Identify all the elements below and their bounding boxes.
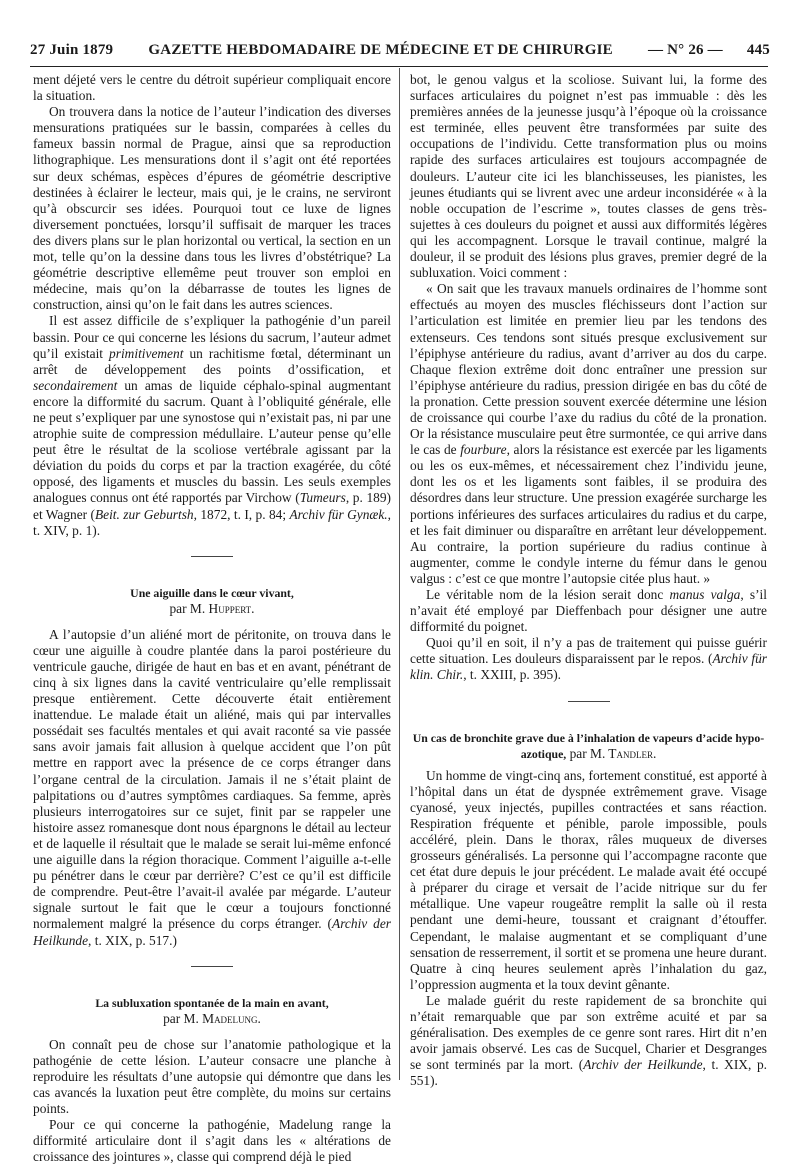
- header-date: 27 Juin 1879: [30, 41, 114, 58]
- header-rule: [30, 66, 768, 67]
- right-column: [410, 72, 767, 1089]
- article-byline: par M. Huppert.: [169, 600, 255, 616]
- paragraph: A l’autopsie d’un aliéné mort de péritonite, on trouva dans le cœur une aiguille à coudre plantée dans la paroi postérieure du ventricule gauche, dirigée de haut en bas et en avant, pénétrant de cinq à six lignes dans la cavité ventriculaire qu’elle remplissait presque entièrement. Cette découverte était entièrement inattendue. Le malade était un aliéné, mais qui par intervalles possédait ses facultés mentales et qui avait raconté sa vie passée sans avoir jamais fait allusion à quelque accident que l’on pût mettre en rapport avec la présence de ce corps étranger dans l’organe central de la circulation. Jamais il ne s’était plaint de palpitations ou d’autres symptômes cardiaques. Sa femme, après plusieurs interrogatoires sur ce sujet, finit par se rappeler une histoire assez romanesque dont nous épargnons le détail au lecteur et de laquelle il résultait que le malade se serait lui-même enfoncé une aiguille dans la région thoracique. Comment l’aiguille a-t-elle pu pénétrer dans le cœur par derrière? C’est ce qu’il est difficile de comprendre. Peut-être l’avait-il avalée par mégarde. L’auteur signale surtout le fait que le cœur a toujours fonctionné normalement malgré la présence du corps étranger. (Archiv der Heilkunde, t. XIX, p. 517.): [33, 626, 391, 948]
- paragraph: « On sait que les travaux manuels ordinaires de l’homme sont effectués au moyen des muscles fléchisseurs dont l’action sur l’articulation est limitée en premier lieu par les tendons des extenseurs. Ces tendons sont situés presque exclusivement sur l’épiphyse antérieure du radius, avant d’arriver au dos du carpe. Chaque flexion extrême doit donc entraîner une pression sur l’épiphyse antérieure du radius, pression dirigée en bas du côté de la pronation. Cette pression souvent exercée détermine une lésion de croissance qui courbe l’axe du radius du côté de la pronation. Or la résistance musculaire peut être surmontée, ce qui arrive dans le cas de fourbure, alors la résistance est exercée par les ligaments ou les os eux-mêmes, et nécessairement chez l’individu jeune, dont les os et les ligaments sont faibles, il se produira des désordres dans leur structure. Une pression exagérée surcharge les portions inférieures des surfaces articulaires du radius et du carpe, et les fait diminuer ou disparaître en arrêtant leur développement. Au contraire, la portion supérieure du radius continue à augmenter, comme le condyle interne du fémur dans le genou valgus : c’est ce que montre l’autopsie citée plus haut. »: [410, 281, 767, 586]
- article-title: La subluxation spontanée de la main en avant,: [95, 995, 329, 1010]
- paragraph: On connaît peu de chose sur l’anatomie pathologique et la pathogénie de cette lésion. L’auteur consacre une planche à reproduire les résultats d’une autopsie qui démontre que dans les cas avancés la luxation peut être complète, du moins sur certains points.: [33, 1036, 391, 1116]
- running-header: [30, 39, 770, 61]
- header-page-number: 445: [746, 41, 770, 58]
- section-separator: [568, 701, 610, 702]
- header-issue-number: — N° 26 —: [647, 41, 723, 58]
- paragraph: Le véritable nom de la lésion serait donc manus valga, s’il n’avait été employé par Dieffenbach pour désigner une autre difformité du poignet.: [410, 587, 767, 635]
- column-divider: [399, 68, 400, 1080]
- article-title: Une aiguille dans le cœur vivant,: [130, 585, 294, 600]
- paragraph: ment déjeté vers le centre du détroit supérieur compliquait encore la situation.: [33, 72, 391, 104]
- paragraph: Un homme de vingt-cinq ans, fortement constitué, est apporté à l’hôpital dans un état de dyspnée extrêmement grave. Visage cyanosé, yeux injectés, pupilles contractées et sans réaction. Respiration fréquente et pénible, parole impossible, pouls accéléré, plein. Dans le thorax, râles muqueux de diverses grosseurs généralisés. La personne qui l’accompagne raconte que cet état dure depuis le jour précédent. Le malade avait été occupé à préparer du cirage et versait de l’acide nitrique sur du fer métallique. Une vapeur rougeâtre remplit la salle où il resta pendant une demi-heure, toussant et craignant d’étouffer. Cependant, le malaise augmentant et se compliquant d’une sensation de resserrement, il sortit et se promena une heure durant. Quatre à cinq heures seulement après l’inhalation du gaz, l’oppression augmenta et la toux devint gênante.: [410, 767, 767, 992]
- paragraph: Il est assez difficile de s’expliquer la pathogénie d’un pareil bassin. Pour ce qui concerne les lésions du sacrum, l’auteur admet qu’il existait primitivement un rachitisme fœtal, déterminant un arrêt de développement des points d’ossification, et secondairement un amas de liquide céphalo-spinal augmentant encore la difformité du sacrum. Quant à l’obliquité générale, elle ne peut s’expliquer par une synostose qui n’existait pas, ni par une atrophie suite de compression médullaire. L’auteur pense qu’elle peut être le résultat de la scoliose vertébrale agissant par la déviation du poids du corps et par la traction exagérée, du côté opposé, des ligaments et muscles du bassin. Les seuls exemples analogues connus ont été rapportés par Virchow (Tumeurs, p. 189) et Wagner (Beit. zur Geburtsh, 1872, t. I, p. 84; Archiv für Gynæk., t. XIV, p. 1).: [33, 313, 391, 538]
- left-column: [33, 72, 391, 1165]
- paragraph: Pour ce qui concerne la pathogénie, Madelung range la difformité articulaire dont il s’agit dans les « altérations de croissance des jointures », classe qui comprend déjà le pied: [33, 1117, 391, 1165]
- section-separator: [191, 556, 233, 557]
- section-separator: [191, 966, 233, 967]
- paragraph: Le malade guérit du reste rapidement de sa bronchite qui n’était remarquable que par son extrême acuité et par sa généralisation. Des exemples de ce genre sont rares. Hirt dit n’en avoir jamais observé. Les cas de Sucquel, Charier et Desgranges se sont terminés par la mort. (Archiv der Heilkunde, t. XIX, p. 551).: [410, 992, 767, 1089]
- header-journal-title: GAZETTE HEBDOMADAIRE DE MÉDECINE ET DE CHIRURGIE: [148, 41, 613, 58]
- paragraph: On trouvera dans la notice de l’auteur l’indication des diverses mensurations pratiquées sur le bassin, comparées à celles du fameux bassin normal de Prague, ainsi que sa reproduction lithographique. Les mensurations dont il s’agit ont été reportées sur deux schémas, espèces d’épures de géométrie descriptive destinées à éclairer le lecteur, mais qui, je le crains, ne serviront qu’à obscurcir ses idées. Pourquoi tout ce luxe de lignes diversement ponctuées, lorsqu’il suffisait de marquer les traces des divers plans sur le plan horizontal ou vertical, la section en un mot, telle qu’on la dessine dans tous les livres d’obstétrique? La géométrie descriptive ellemême peut trouver son emploi en médecine, mais qu’on la débarrasse de toutes les lignes de construction, ainsi qu’on le fait dans les autres sciences.: [33, 104, 391, 313]
- article-byline: par M. Madelung.: [163, 1010, 261, 1026]
- article-title: Un cas de bronchite grave due à l’inhalation de vapeurs d’acide hypo-azotique, par M. Tandler.: [412, 730, 765, 761]
- paragraph: Quoi qu’il en soit, il n’y a pas de traitement qui puisse guérir cette situation. Les douleurs disparaissent par le repos. (Archiv für klin. Chir., t. XXIII, p. 395).: [410, 635, 768, 683]
- paragraph: bot, le genou valgus et la scoliose. Suivant lui, la forme des surfaces articulaires du poignet n’est pas immuable : dès les premières années de la jeunesse jusqu’à l’époque où la croissance est terminée, elles peuvent être transformées par suite des occupations de l’individu. Cette transformation plus ou moins rapide des surfaces articulaires est toujours accompagnée de douleurs. L’auteur cite ici les blanchisseuses, les pianistes, les jeunes étudiants qui se livrent avec une ardeur inconsidérée « à la noble occupation de l’escrime », toutes classes de gens très-sujettes à ces douleurs du poignet et aussi aux difformités légères qui les accompagnent. Lorsque le travail continue, malgré la douleur, il se produit des lésions plus graves, premier degré de la subluxation. Voici comment :: [410, 72, 767, 281]
